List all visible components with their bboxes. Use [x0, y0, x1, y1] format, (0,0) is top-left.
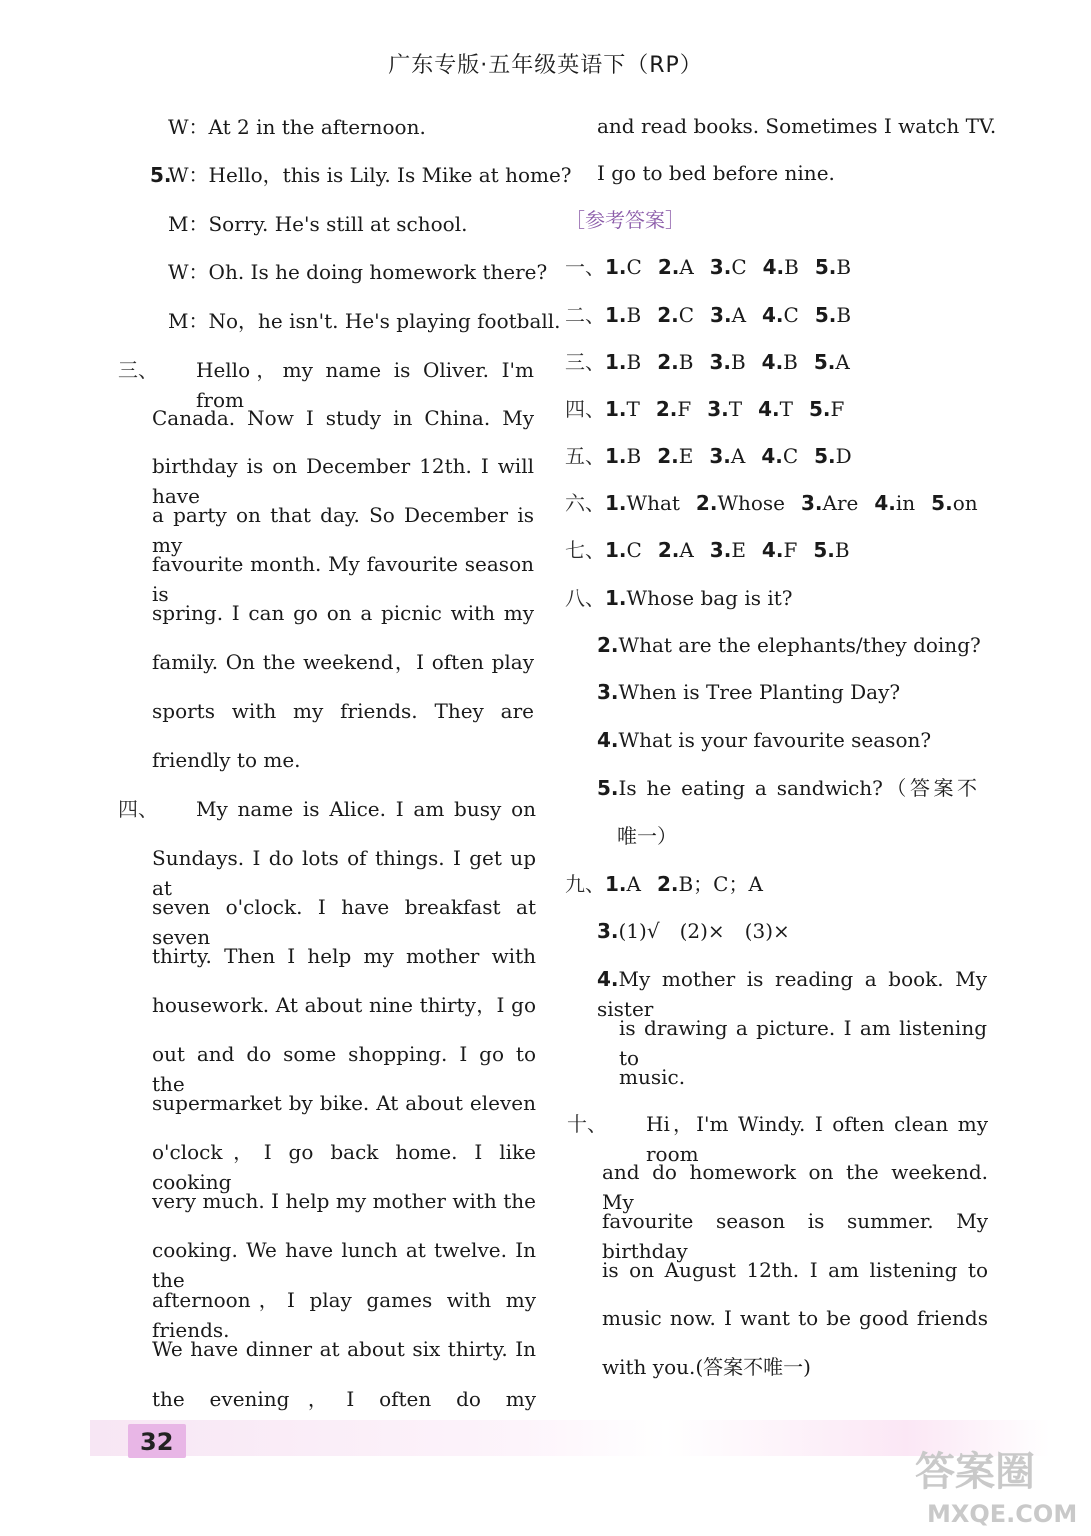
answer-row: [565, 488, 994, 518]
dialog-number: 5.: [150, 163, 172, 187]
answer-value: A: [835, 350, 850, 374]
passage-line: Sundays. I do lots of things. I get up at: [152, 846, 536, 900]
answer-item: [605, 347, 641, 377]
answer-item: [656, 394, 691, 424]
answer-item: [710, 252, 747, 282]
answer-section-label: 九、: [565, 872, 605, 896]
dialog-line: [150, 209, 467, 239]
answer-sentence: [597, 773, 977, 803]
answer-value: B: [783, 350, 798, 374]
answer-item: [605, 535, 642, 565]
passage-line: My name is Alice. I am busy on: [196, 797, 536, 821]
answer-row: [565, 252, 867, 282]
answer-number: 2.: [657, 255, 680, 279]
passage-line: o'clock，I go back home. I like cooking: [152, 1140, 536, 1194]
answer-number: 1.: [605, 444, 627, 468]
answer-key-label: ［参考答案］: [565, 208, 685, 232]
answer-value: B: [626, 350, 642, 374]
answer-number: 5.: [814, 255, 837, 279]
answer-row: [565, 394, 860, 424]
answer-value: T: [779, 397, 793, 421]
passage-line: spring. I can go on a picnic with my: [152, 601, 534, 625]
answer-item: [657, 300, 694, 330]
answer-item: [709, 441, 745, 471]
dialog-line: [150, 257, 547, 287]
answer-sentence: [597, 677, 900, 707]
answer-section-label: 三、: [565, 350, 605, 374]
answer-row: [565, 535, 866, 565]
answer-value: B: [730, 350, 746, 374]
answer-number: 4.: [761, 350, 784, 374]
answer-value: C: [678, 303, 695, 327]
dialog-line: [150, 112, 426, 142]
answer-value: A: [679, 255, 694, 279]
answer-number: 3.: [597, 680, 619, 704]
answer-value: B: [836, 303, 852, 327]
answer-continuation: 唯一）: [617, 824, 677, 848]
answer-number: 4.: [874, 491, 896, 515]
answer-sentence: [597, 630, 981, 660]
answer-value: Whose: [717, 491, 786, 515]
answer-value: B；C；A: [678, 872, 763, 896]
answer-row: [565, 300, 867, 330]
passage-line: Hi，I'm Windy. I often clean my room: [646, 1112, 988, 1166]
answer-value: (1)√ (2)× (3)×: [618, 919, 790, 943]
answer-number: 1.: [605, 350, 627, 374]
answer-row: [565, 441, 868, 471]
passage-line: is on August 12th. I am listening to: [602, 1258, 988, 1282]
answer-number: 5.: [814, 303, 837, 327]
answer-sentence: [597, 964, 987, 1021]
answer-value: E: [678, 444, 694, 468]
answer-item: [931, 488, 977, 518]
answer-section-label: 一、: [565, 255, 605, 279]
answer-row: [565, 347, 866, 377]
answer-section-label: 二、: [565, 303, 605, 327]
answer-number: 5.: [931, 491, 953, 515]
dialog-text: W：At 2 in the afternoon.: [168, 115, 426, 139]
passage-line: the evening，I often do my: [152, 1387, 536, 1411]
answer-number: 5.: [814, 444, 836, 468]
passage-line: Hello，my name is Oliver. I'm from: [196, 358, 534, 412]
answer-value: B: [836, 255, 852, 279]
answer-number: 1.: [605, 586, 627, 610]
answer-value: B: [626, 444, 642, 468]
answer-value: A: [730, 444, 746, 468]
answer-item: [605, 488, 680, 518]
answer-item: [605, 252, 642, 282]
answer-value: B: [626, 303, 642, 327]
answer-text: music.: [619, 1065, 686, 1089]
answer-value: C: [731, 255, 747, 279]
answer-item: [814, 441, 852, 471]
answer-item: [605, 441, 641, 471]
answer-item: [657, 441, 693, 471]
passage-line: with you.(答案不唯一): [602, 1355, 811, 1379]
answer-text: My mother is reading a book. My sister: [597, 967, 987, 1021]
passage-line: music now. I want to be good friends: [602, 1306, 988, 1330]
answer-value: in: [895, 491, 916, 515]
answer-number: 3.: [707, 397, 729, 421]
answer-item: [710, 300, 746, 330]
passage-line: I go to bed before nine.: [597, 161, 835, 185]
passage-line: birthday is on December 12th. I will have: [152, 454, 534, 508]
answer-item: [762, 300, 799, 330]
dialog-text: M：No，he isn't. He's playing football.: [168, 309, 561, 333]
answer-number: 5.: [808, 397, 831, 421]
answer-item: [815, 300, 851, 330]
answer-number: 2.: [657, 303, 679, 327]
answer-number: 4.: [761, 538, 784, 562]
answer-section-label: 八、: [565, 586, 605, 610]
answer-section-label: 四、: [565, 397, 605, 421]
answer-number: 2.: [597, 633, 619, 657]
passage-line: a party on that day. So December is my: [152, 503, 534, 557]
section-4-label: 四、: [118, 797, 158, 821]
answer-value: C: [626, 538, 642, 562]
passage-line: Canada. Now I study in China. My: [152, 406, 534, 430]
page-number: 32: [140, 1428, 174, 1456]
answer-number: 2.: [695, 491, 718, 515]
answer-item: [605, 300, 641, 330]
answer-number: 3.: [801, 491, 823, 515]
answer-item: [657, 869, 763, 899]
answer-value: F: [677, 397, 692, 421]
answer-number: 2.: [655, 397, 678, 421]
dialog-line: [150, 160, 572, 190]
answer-item: [801, 488, 858, 518]
answer-value: T: [626, 397, 640, 421]
answer-item: [658, 535, 694, 565]
answer-item: [605, 869, 641, 899]
answer-number: 4.: [597, 728, 619, 752]
passage-line: We have dinner at about six thirty. In: [152, 1337, 536, 1361]
answer-item: [710, 535, 746, 565]
answer-number: 1.: [605, 397, 627, 421]
answer-value: C: [626, 255, 642, 279]
page-header: 广东专版·五年级英语下（RP）: [388, 53, 703, 78]
answer-value: What: [626, 491, 680, 515]
passage-line: friendly to me.: [152, 748, 301, 772]
answer-value: A: [626, 872, 641, 896]
answer-item: [605, 394, 640, 424]
answer-item: [813, 535, 849, 565]
answer-value: T: [728, 397, 743, 421]
answer-item: [874, 488, 915, 518]
passage-line: very much. I help my mother with the: [152, 1189, 536, 1213]
answer-section-label: 七、: [565, 538, 605, 562]
passage-line: and read books. Sometimes I watch TV.: [597, 114, 997, 138]
answer-value: on: [952, 491, 978, 515]
answer-value: F: [783, 538, 798, 562]
answer-number: 1.: [605, 491, 627, 515]
answer-number: 1.: [605, 538, 627, 562]
answer-item: [814, 347, 850, 377]
passage-line: favourite month. My favourite season is: [152, 552, 534, 606]
answer-number: 5.: [597, 776, 619, 800]
answer-item: [762, 347, 798, 377]
answer-number: 2.: [657, 444, 679, 468]
answer-sentence: [619, 1013, 987, 1070]
section-10-label: 十、: [567, 1112, 607, 1136]
dialog-line: [150, 306, 561, 336]
answer-item: [696, 488, 785, 518]
answer-row: [597, 916, 790, 946]
answer-item: [657, 347, 693, 377]
answer-number: 2.: [657, 350, 679, 374]
answer-number: 4.: [762, 303, 784, 327]
answer-section-label: 六、: [565, 491, 605, 515]
answer-section-label: 五、: [565, 444, 605, 468]
answer-sentence: [619, 1062, 685, 1092]
passage-line: out and do some shopping. I go to the: [152, 1042, 536, 1096]
answer-number: 1.: [605, 303, 627, 327]
answer-row: [565, 869, 779, 899]
answer-item: [761, 441, 798, 471]
answer-number: 5.: [813, 538, 835, 562]
answer-number: 4.: [761, 444, 783, 468]
answer-value: B: [784, 255, 799, 279]
dialog-text: W：Hello，this is Lily. Is Mike at home?: [168, 163, 572, 187]
answer-item: [658, 252, 694, 282]
answer-item: [707, 394, 742, 424]
answer-number: 5.: [813, 350, 836, 374]
answer-value: Are: [822, 491, 859, 515]
answer-item: [762, 535, 797, 565]
watermark-text-top: 答案圈: [915, 1449, 1035, 1495]
answer-number: 3.: [709, 538, 732, 562]
section-3-label: 三、: [118, 358, 158, 382]
answer-value: A: [731, 303, 747, 327]
watermark-text-bottom: MXQE.COM: [927, 1500, 1078, 1528]
dialog-text: M：Sorry. He's still at school.: [168, 212, 468, 236]
answer-value: B: [678, 350, 694, 374]
answer-number: 4.: [758, 397, 780, 421]
answer-number: 3.: [709, 350, 731, 374]
answer-text: What is your favourite season?: [618, 728, 932, 752]
answer-sentence: [565, 583, 793, 613]
answer-number: 2.: [657, 538, 680, 562]
answer-number: 3.: [597, 919, 619, 943]
passage-line: family. On the weekend，I often play: [152, 650, 534, 674]
answer-value: E: [731, 538, 746, 562]
answer-item: [815, 252, 851, 282]
answer-item: [809, 394, 844, 424]
passage-line: favourite season is summer. My birthday: [602, 1209, 988, 1263]
answer-text: When is Tree Planting Day?: [618, 680, 901, 704]
answer-number: 4.: [762, 255, 785, 279]
answer-value: D: [835, 444, 852, 468]
passage-line: afternoon，I play games with my friends.: [152, 1288, 536, 1342]
watermark-logo: [905, 1440, 1085, 1530]
passage-line: housework. At about nine thirty，I go: [152, 993, 536, 1017]
answer-item: [709, 347, 745, 377]
answer-number: 3.: [709, 255, 732, 279]
passage-line: and do homework on the weekend. My: [602, 1160, 988, 1214]
answer-text: is drawing a picture. I am listening to: [619, 1016, 987, 1070]
answer-value: A: [679, 538, 694, 562]
passage-line: seven o'clock. I have breakfast at seven: [152, 895, 536, 949]
passage-line: supermarket by bike. At about eleven: [152, 1091, 536, 1115]
answer-number: 3.: [709, 444, 731, 468]
answer-sentence: [597, 725, 931, 755]
passage-line: thirty. Then I help my mother with: [152, 944, 536, 968]
passage-line: cooking. We have lunch at twelve. In the: [152, 1238, 536, 1292]
answer-number: 2.: [656, 872, 679, 896]
answer-item: [758, 394, 793, 424]
passage-line: sports with my friends. They are: [152, 699, 534, 723]
answer-item: [763, 252, 799, 282]
dialog-text: W：Oh. Is he doing homework there?: [168, 260, 548, 284]
answer-text: Is he eating a sandwich?（答案不: [618, 776, 977, 800]
answer-value: B: [834, 538, 850, 562]
answer-value: C: [782, 444, 799, 468]
answer-value: C: [783, 303, 799, 327]
answer-number: 1.: [605, 872, 627, 896]
answer-text: Whose bag is it?: [626, 586, 793, 610]
answer-text: What are the elephants/they doing?: [618, 633, 981, 657]
answer-value: F: [830, 397, 845, 421]
answer-number: 4.: [597, 967, 619, 991]
answer-number: 1.: [605, 255, 627, 279]
answer-number: 3.: [710, 303, 732, 327]
